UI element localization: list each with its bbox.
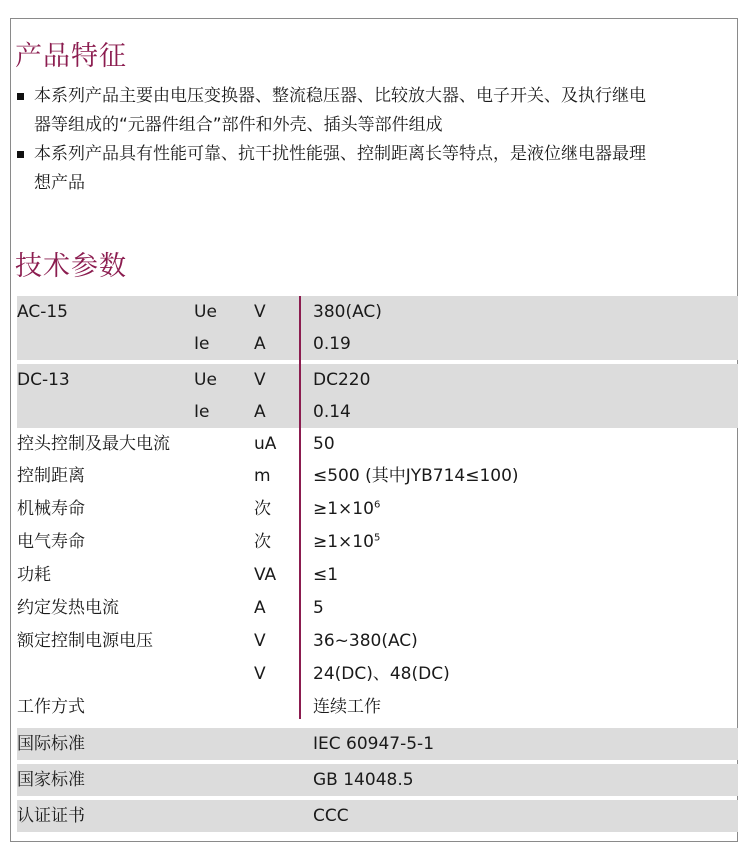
spec-value: 380(AC) (313, 302, 382, 322)
spec-name: 机械寿命 (17, 499, 85, 519)
column-divider (299, 296, 301, 719)
spec-symbol: Ie (194, 402, 210, 422)
spec-value: ≤1 (313, 565, 339, 585)
spec-value (313, 526, 380, 558)
spec-row (17, 328, 738, 360)
spec-unit: A (254, 334, 266, 354)
spec-unit: 次 (254, 499, 271, 519)
spec-value: DC220 (313, 370, 371, 390)
spec-name: 电气寿命 (17, 532, 85, 552)
spec-value: 0.14 (313, 402, 351, 422)
spec-value: ≤500 (其中JYB714≤100) (313, 466, 519, 486)
spec-unit: 次 (254, 532, 271, 552)
standard-value: GB 14048.5 (313, 770, 414, 790)
spec-table (17, 296, 738, 832)
feature-line: 本系列产品具有性能可靠、抗干扰性能强、控制距离长等特点，是液位继电器最理 (34, 144, 646, 164)
spec-value (313, 493, 380, 525)
spec-value-exponent: 6 (373, 499, 381, 511)
spec-symbol: Ue (194, 370, 217, 390)
params-heading: 技术参数 (15, 251, 127, 282)
spec-unit: uA (254, 434, 277, 454)
spec-unit: V (254, 664, 266, 684)
feature-line: 本系列产品主要由电压变换器、整流稳压器、比较放大器、电子开关、及执行继电 (34, 86, 646, 106)
spec-value: 连续工作 (313, 697, 381, 717)
spec-row (17, 493, 738, 526)
spec-name: 额定控制电源电压 (17, 631, 153, 651)
spec-value: 5 (313, 598, 324, 618)
spec-unit: VA (254, 565, 277, 585)
spec-row (17, 428, 738, 460)
spec-row (17, 364, 738, 396)
standard-value: IEC 60947-5-1 (313, 734, 435, 754)
standard-name: 国家标准 (17, 770, 85, 790)
spec-value-exponent: 5 (373, 532, 381, 544)
spec-unit: m (254, 466, 271, 486)
feature-line: 想产品 (34, 173, 85, 193)
spec-symbol: Ie (194, 334, 210, 354)
standard-row (17, 800, 738, 832)
spec-unit: A (254, 598, 266, 618)
feature-item (16, 140, 728, 198)
standard-name: 国际标准 (17, 734, 85, 754)
spec-value: 0.19 (313, 334, 351, 354)
spec-row (17, 592, 738, 625)
spec-unit: V (254, 302, 266, 322)
spec-value-base: ≥1×10 (313, 532, 374, 552)
spec-row (17, 460, 738, 493)
spec-value: 24(DC)、48(DC) (313, 664, 450, 684)
spec-unit: V (254, 370, 266, 390)
spec-value: 36~380(AC) (313, 631, 418, 651)
features-heading: 产品特征 (15, 41, 127, 72)
standard-value: CCC (313, 806, 349, 826)
spec-row (17, 559, 738, 592)
spec-name: 控头控制及最大电流 (17, 434, 170, 454)
square-bullet-icon (17, 93, 24, 100)
spec-value-base: ≥1×10 (313, 499, 374, 519)
spec-unit: A (254, 402, 266, 422)
spec-row (17, 296, 738, 328)
features-list (16, 82, 728, 198)
spec-row (17, 625, 738, 658)
spec-name: 控制距离 (17, 466, 85, 486)
spec-row (17, 658, 738, 691)
spec-row (17, 691, 738, 724)
square-bullet-icon (17, 151, 24, 158)
spec-name: 约定发热电流 (17, 598, 119, 618)
standard-row (17, 728, 738, 760)
spec-name: DC-13 (17, 370, 70, 390)
spec-name: 工作方式 (17, 697, 85, 717)
spec-row (17, 526, 738, 559)
spec-value: 50 (313, 434, 335, 454)
feature-item (16, 82, 728, 140)
standard-name: 认证证书 (17, 806, 85, 826)
spec-unit: V (254, 631, 266, 651)
spec-symbol: Ue (194, 302, 217, 322)
spec-row (17, 396, 738, 428)
standard-row (17, 764, 738, 796)
spec-name: AC-15 (17, 302, 68, 322)
feature-line: 器等组成的“元器件组合”部件和外壳、插头等部件组成 (34, 115, 443, 135)
spec-name: 功耗 (17, 565, 51, 585)
